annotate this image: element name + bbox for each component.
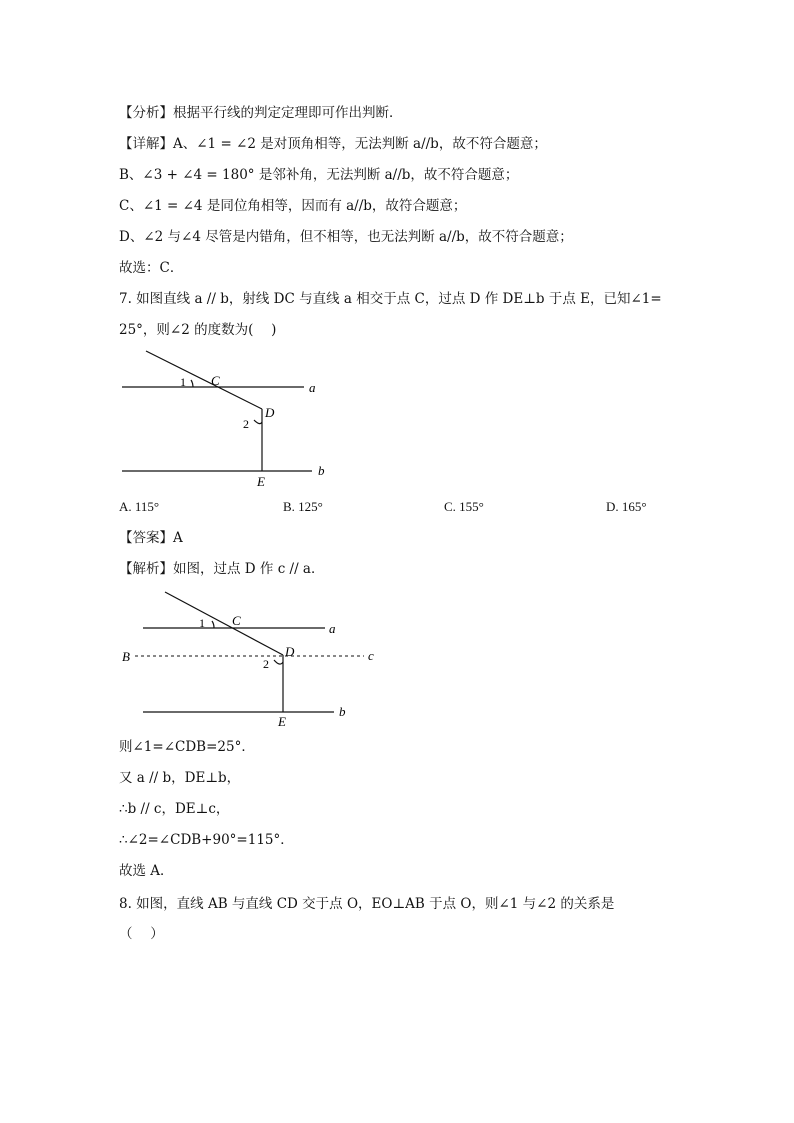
choose-line: 故选：C． (119, 260, 184, 276)
detail-option-d: D、∠2 与∠4 尽管是内错角，但不相等，也无法判断 a//b，故不符合题意； (119, 229, 573, 245)
label-angle-2-2: 2 (263, 657, 269, 671)
solution-line-4: ∴∠2=∠CDB+90°=115°． (119, 832, 294, 848)
question-7-line-2: 25°，则∠2 的度数为( ) (119, 322, 277, 338)
label-point-e: E (257, 474, 265, 489)
label-point-d: D (265, 405, 275, 420)
label-line-a-2: a (329, 621, 336, 636)
detail-option-b: B、∠3 + ∠4 = 180° 是邻补角，无法判断 a//b，故不符合题意； (119, 167, 519, 183)
solution-line-2: 又 a // b，DE⊥b， (119, 770, 241, 786)
label-point-e-2: E (278, 714, 286, 729)
detail-option-c: C、∠1 = ∠4 是同位角相等，因而有 a//b，故符合题意； (119, 198, 467, 214)
label-angle-1: 1 (180, 375, 186, 389)
option-d: D. 165° (606, 499, 647, 514)
option-b: B. 125° (283, 499, 323, 514)
label-point-b: B (122, 649, 130, 664)
option-c: C. 155° (444, 499, 484, 514)
label-line-b-2: b (339, 704, 346, 719)
label-point-d-2: D (285, 644, 295, 659)
detail-option-a: 【详解】A、∠1 = ∠2 是对顶角相等，无法判断 a//b，故不符合题意； (119, 136, 547, 152)
question-7-line-1: 7. 如图直线 a // b，射线 DC 与直线 a 相交于点 C，过点 D 作 DE⊥b 于点 E，已知∠1= (119, 291, 662, 307)
solution-line-3: ∴b // c，DE⊥c， (119, 801, 230, 817)
analysis-heading: 【分析】根据平行线的判定定理即可作出判断． (119, 105, 403, 121)
label-line-c: c (368, 648, 374, 663)
label-angle-2: 2 (243, 417, 249, 431)
answer-line: 【答案】A (119, 530, 183, 546)
angle-2-arc-2 (274, 660, 283, 664)
angle-1-arc-2 (212, 621, 214, 628)
label-line-b: b (318, 463, 325, 478)
solution-line-1: 则∠1=∠CDB=25°． (119, 739, 255, 755)
label-point-c: C (211, 373, 220, 388)
analysis-line: 【解析】如图，过点 D 作 c // a． (119, 561, 325, 577)
question-8-line-1: 8. 如图，直线 AB 与直线 CD 交于点 O，EO⊥AB 于点 O，则∠1 与∠2 的关系是 (119, 896, 615, 912)
label-angle-1-2: 1 (199, 616, 205, 630)
solution-choice: 故选 A． (119, 863, 174, 879)
option-a: A. 115° (119, 499, 160, 514)
label-point-c-2: C (232, 613, 241, 628)
ray-dc-2 (165, 592, 283, 655)
question-8-line-2: （ ） (119, 926, 164, 942)
label-line-a: a (309, 380, 316, 395)
